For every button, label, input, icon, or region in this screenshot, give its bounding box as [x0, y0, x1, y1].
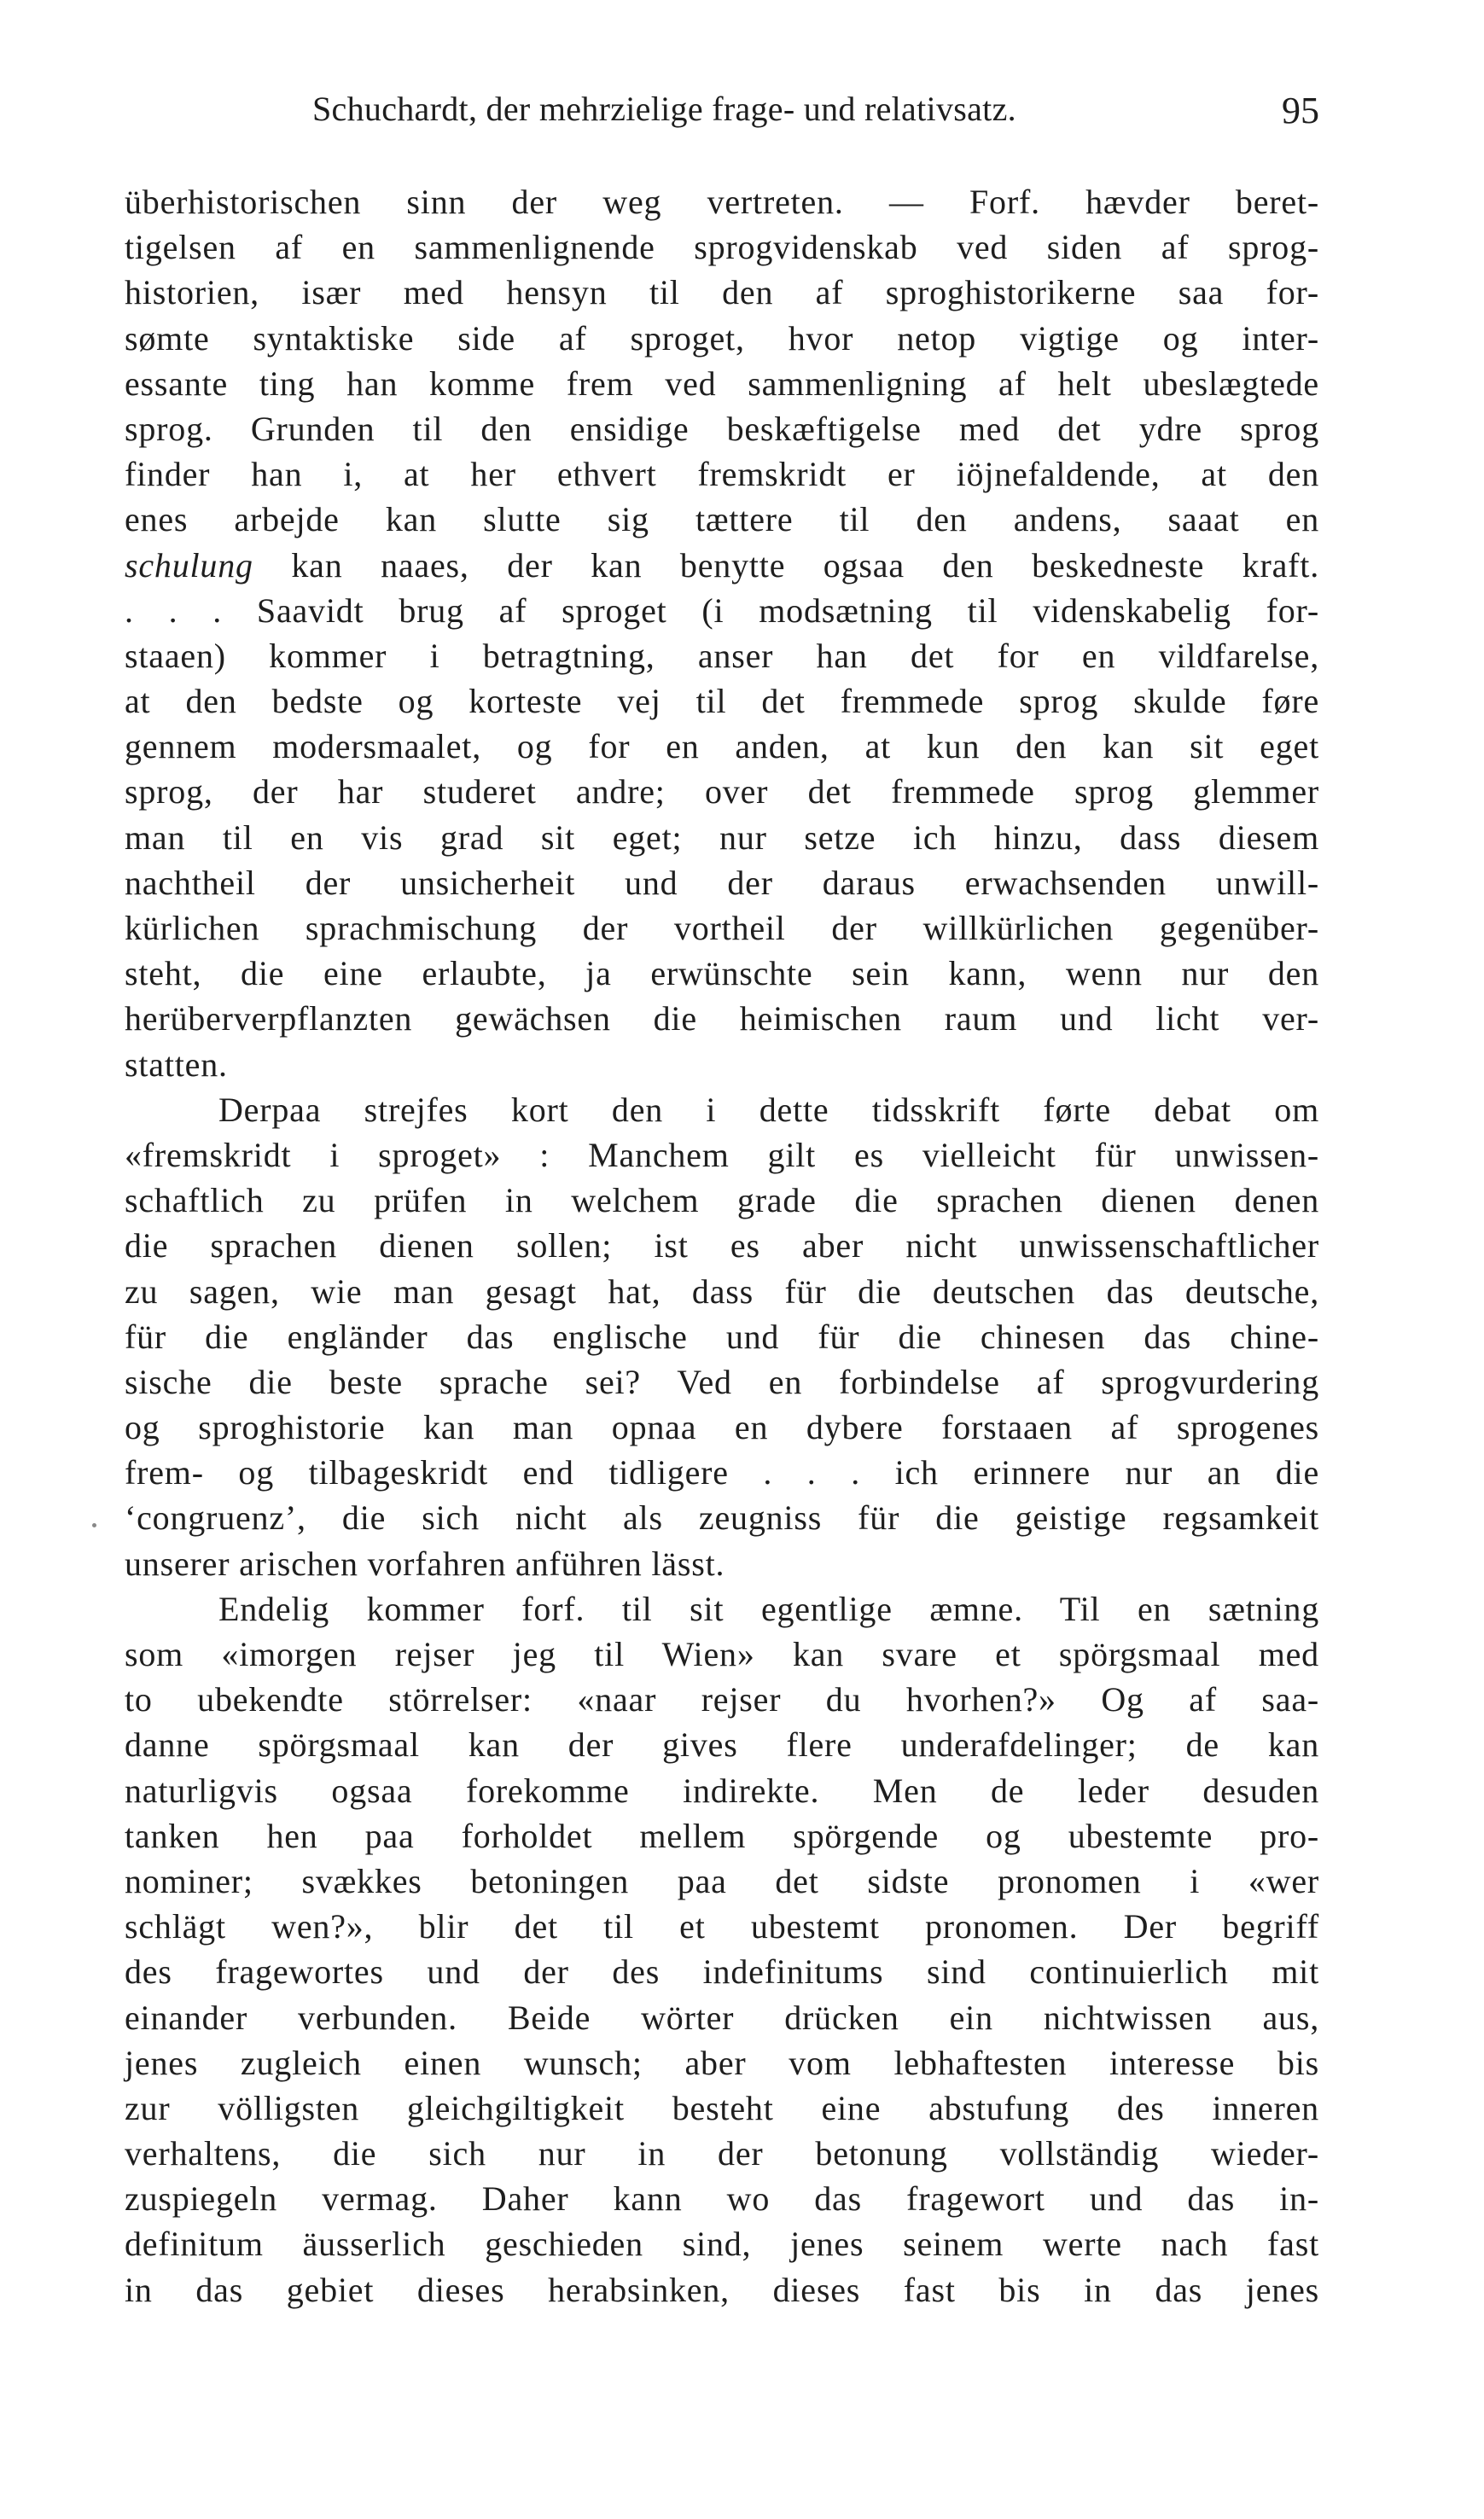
text-line: sprog. Grunden til den ensidige beskæftigelse med det ydre sprog [125, 409, 1319, 448]
text-line: überhistorischen sinn der weg vertreten. — Forf. hævder beret- [125, 183, 1319, 221]
text-line: sprog, der har studeret andre; over det fremmede sprog glemmer [125, 772, 1319, 812]
page-header [125, 89, 1319, 140]
body-text [125, 179, 1319, 2312]
text-line: nominer; svækkes betoningen paa det sidste pronomen i «wer [125, 1861, 1319, 1900]
text-line: «fremskridt i sproget» : Manchem gilt es vielleicht für unwissen- [125, 1135, 1319, 1174]
text-line: schaftlich zu prüfen in welchem grade die sprachen dienen denen [125, 1181, 1319, 1220]
page-number: 95 [1282, 90, 1319, 131]
text-line: nachtheil der unsicherheit und der daraus erwachsenden unwill- [125, 863, 1319, 902]
text-line-rest: kan naaes, der kan benytte ogsaa den beskedneste kraft. [253, 545, 1319, 585]
text-line: enes arbejde kan slutte sig tættere til den andens, saaat en [125, 500, 1319, 539]
text-line: schlägt wen?», blir det til et ubestemt pronomen. Der begriff [125, 1907, 1319, 1946]
text-line: . . . Saavidt brug af sproget (i modsætning til videnskabelig for- [125, 590, 1319, 630]
text-line: statten. [125, 1044, 228, 1084]
text-line: gennem modersmaalet, og for en anden, at kun den kan sit eget [125, 727, 1319, 766]
text-line: naturligvis ogsaa forekomme indirekte. Men de leder desuden [125, 1771, 1319, 1810]
text-line: zuspiegeln vermag. Daher kann wo das fragewort und das in- [125, 2179, 1319, 2219]
text-line: at den bedste og korteste vej til det fremmede sprog skulde føre [125, 682, 1319, 721]
text-line: steht, die eine erlaubte, ja erwünschte sein kann, wenn nur den [125, 954, 1319, 993]
text-line: zur völligsten gleichgiltigkeit besteht eine abstufung des inneren [125, 2088, 1319, 2127]
text-line: danne spörgsmaal kan der gives flere underafdelinger; de kan [125, 1725, 1319, 1765]
text-line: man til en vis grad sit eget; nur setze ich hinzu, dass diesem [125, 817, 1319, 857]
text-line: herüberverpflanzten gewächsen die heimischen raum und licht ver- [125, 999, 1319, 1038]
text-line: ‘congruenz’, die sich nicht als zeugniss für die geistige regsamkeit [125, 1498, 1319, 1538]
text-line: unserer arischen vorfahren anführen lässt. [125, 1544, 725, 1583]
text-line: verhaltens, die sich nur in der betonung vollständig wieder- [125, 2134, 1319, 2173]
text-line: des fragewortes und der des indefinitums sind continuierlich mit [125, 1952, 1319, 1992]
text-line: staaen) kommer i betragtning, anser han det for en vildfarelse, [125, 636, 1319, 675]
text-line: finder han i, at her ethvert fremskridt er iöjnefaldende, at den [125, 455, 1319, 494]
text-line: kürlichen sprachmischung der vortheil der willkürlichen gegenüber- [125, 909, 1319, 947]
text-line: Endelig kommer forf. til sit egentlige æmne. Til en sætning [218, 1589, 1319, 1628]
italic-word: schulung [125, 545, 253, 585]
text-line: frem- og tilbageskridt end tidligere . . . ich erinnere nur an die [125, 1453, 1319, 1492]
text-line [125, 543, 1319, 588]
text-line: som «imorgen rejser jeg til Wien» kan svare et spörgsmaal med [125, 1635, 1319, 1673]
text-line: in das gebiet dieses herabsinken, dieses fast bis in das jenes [125, 2270, 1319, 2309]
text-line: tanken hen paa forholdet mellem spörgende og ubestemte pro- [125, 1816, 1319, 1855]
text-line: sische die beste sprache sei? Ved en forbindelse af sprogvurdering [125, 1362, 1319, 1401]
text-line: to ubekendte störrelser: «naar rejser du hvorhen?» Og af saa- [125, 1680, 1319, 1719]
text-line: essante ting han komme frem ved sammenligning af helt ubeslægtede [125, 364, 1319, 403]
text-line: für die engländer das englische und für die chinesen das chine- [125, 1317, 1319, 1356]
text-line: og sproghistorie kan man opnaa en dybere forstaaen af sprogenes [125, 1408, 1319, 1447]
text-line: definitum äusserlich geschieden sind, jenes seinem werte nach fast [125, 2225, 1319, 2264]
text-line: jenes zugleich einen wunsch; aber vom lebhaftesten interesse bis [125, 2043, 1319, 2082]
running-title: Schuchardt, der mehrzielige frage- und relativsatz. [312, 90, 1016, 128]
text-line: Derpaa strejfes kort den i dette tidsskrift førte debat om [218, 1090, 1319, 1129]
margin-speck [92, 1523, 96, 1527]
text-line: sømte syntaktiske side af sproget, hvor netop vigtige og inter- [125, 318, 1319, 358]
text-line: historien, især med hensyn til den af sproghistorikerne saa for- [125, 273, 1319, 312]
text-line: einander verbunden. Beide wörter drücken ein nichtwissen aus, [125, 1998, 1319, 2037]
text-line: tigelsen af en sammenlignende sprogvidenskab ved siden af sprog- [125, 228, 1319, 267]
text-line: zu sagen, wie man gesagt hat, dass für die deutschen das deutsche, [125, 1271, 1319, 1311]
text-line: die sprachen dienen sollen; ist es aber nicht unwissenschaftlicher [125, 1226, 1319, 1265]
